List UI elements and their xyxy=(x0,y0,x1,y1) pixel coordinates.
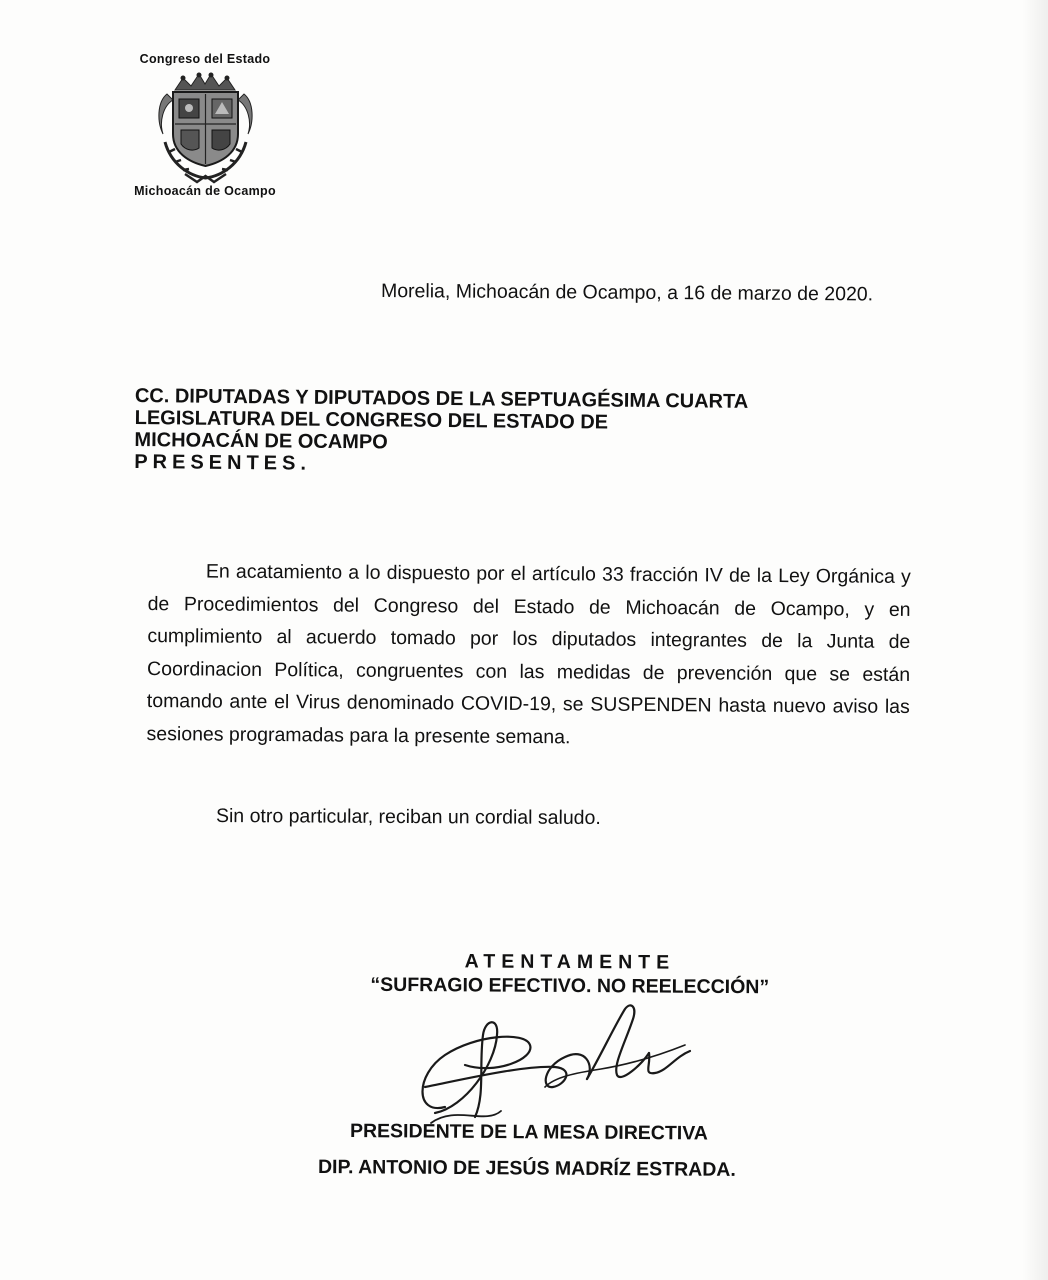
letterhead xyxy=(110,50,300,205)
closing-line: Sin otro particular, reciban un cordial saludo. xyxy=(215,805,601,830)
motto-text: “SUFRAGIO EFECTIVO. NO REELECCIÓN” xyxy=(370,973,770,999)
signer-position: PRESIDENTE DE LA MESA DIRECTIVA xyxy=(349,1120,708,1145)
body-paragraph: En acatamiento a lo dispuesto por el artículo 33 fracción IV de la Ley Orgánica y de Procedimientos del Congreso del Estado de Michoacán de Ocampo, y en cumplimiento al acuerdo tomado por los diputados integrantes de la Junta de Coordinacion Política, congruentes con las medidas de prevención que se están tomando ante el Virus denominado COVID-19, se SUSPENDEN hasta nuevo aviso las sesiones programadas para la presente semana. xyxy=(146,560,911,748)
atentamente-text: ATENTAMENTE xyxy=(464,950,676,974)
addressee-line: MICHOACÁN DE OCAMPO xyxy=(134,428,388,454)
state-coat-of-arms-icon xyxy=(153,72,258,184)
handwritten-signature-icon xyxy=(405,995,695,1135)
addressee-block xyxy=(134,385,835,480)
signature-heading xyxy=(300,948,840,999)
date-line: Morelia, Michoacán de Ocampo, a 16 de marzo de 2020. xyxy=(380,280,874,306)
letterhead-top-text: Congreso del Estado xyxy=(139,52,271,66)
presentes-line: PRESENTES. xyxy=(134,450,312,475)
signer-name: DIP. ANTONIO DE JESÚS MADRÍZ ESTRADA. xyxy=(317,1156,736,1181)
addressee-line: CC. DIPUTADAS Y DIPUTADOS DE LA SEPTUAGÉSIMA CUARTA xyxy=(134,385,749,413)
addressee-line: LEGISLATURA DEL CONGRESO DEL ESTADO DE xyxy=(134,406,609,434)
letterhead-bottom-text: Michoacán de Ocampo xyxy=(134,184,276,198)
